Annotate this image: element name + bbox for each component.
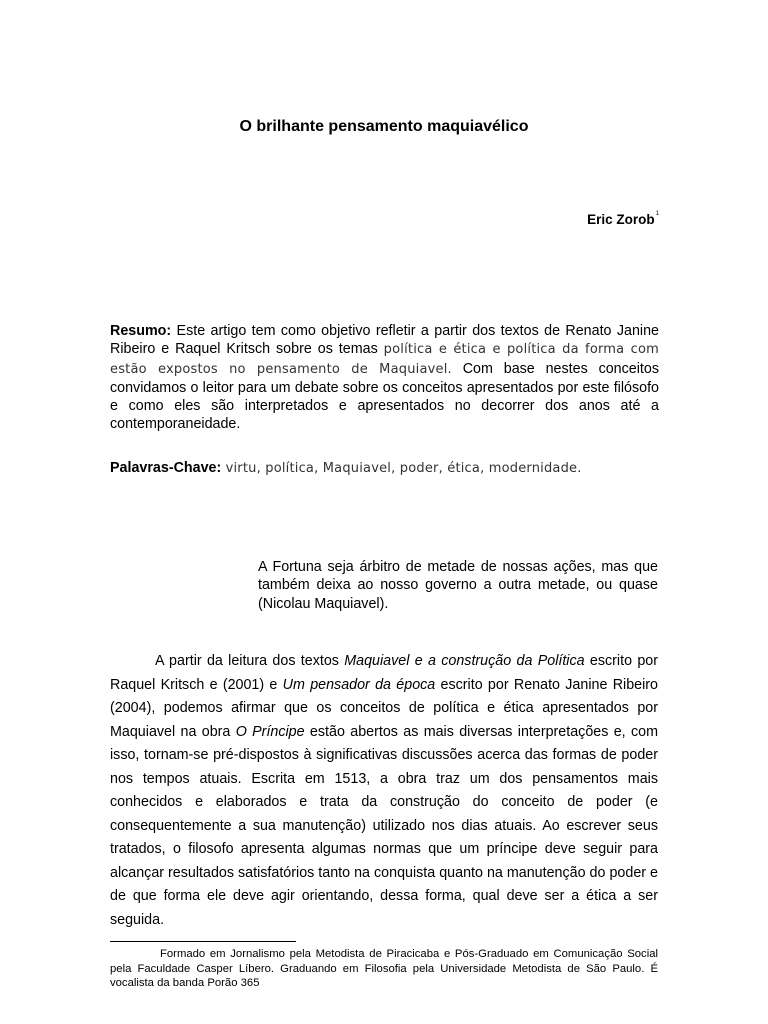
author-name-text: Eric Zorob [587, 212, 655, 227]
abstract-text-alt: política e ética e política da forma com estão expostos no pensamento de Maquiavel. [110, 342, 659, 377]
keywords [110, 459, 670, 478]
keywords-label: Palavras-Chave: [110, 460, 222, 476]
abstract [110, 322, 659, 434]
abstract-label: Resumo: [110, 323, 172, 339]
article-title: O brilhante pensamento maquiavélico [239, 118, 529, 135]
keywords-text: virtu, política, Maquiavel, poder, ética, modernidade. [221, 461, 582, 476]
body-paragraph [110, 650, 658, 932]
body-book-title-1: Maquiavel e a construção da Política [344, 653, 585, 669]
author-footnote-mark: 1 [655, 211, 659, 217]
body-book-title-2: Um pensador da época [282, 676, 436, 693]
body-text-c: escrito por Renato Janine Ribeiro (2004), podemos afirmar que os conceitos de política e ética apresentados por Maquiavel na obra [110, 676, 658, 740]
body-text-d: estão abertos as mais diversas interpretações e, com isso, tornam-se pré-dispostos à significativas discussões acerca das formas de poder nos tempos atuais. Escrita em 1513, a obra traz um dos pensamentos mais conhecidos e elaborados e trata da construção do conceito de poder (e consequentemente a sua manutenção) utilizado nos dias atuais. Ao escrever seus tratados, o filosofo apresenta algumas normas que um príncipe deve seguir para alcançar resultados satisfatórios tanto na conquista quanto na manutenção do poder e de que forma ele deve agir orientando, dessa forma, qual deve ser a ética a ser seguida. [110, 723, 658, 928]
footnote-divider [110, 941, 296, 942]
author-name [587, 212, 659, 227]
abstract-text-1: Este artigo tem como objetivo refletir a partir dos textos de Renato Janine Ribeiro e Raquel Kritsch sobre os temas [110, 323, 659, 358]
footnote: Formado em Jornalismo pela Metodista de Piracicaba e Pós-Graduado em Comunicação Social pela Faculdade Casper Líbero. Graduando em Filosofia pela Universidade Metodista de São Paulo. É vocalista da banda Porão 365 [110, 948, 658, 990]
body-book-title-3: O Príncipe [235, 723, 305, 740]
abstract-text-2: Com base nestes conceitos convidamos o leitor para um debate sobre os conceitos apresentados por este filósofo e como eles são interpretados e apresentados no decorrer dos anos até a contemporaneidade. [110, 360, 659, 433]
body-text-a: A partir da leitura dos textos [155, 653, 345, 669]
epigraph-quote: A Fortuna seja árbitro de metade de nossas ações, mas que também deixa ao nosso governo a outra metade, ou quase (Nicolau Maquiavel). [258, 559, 658, 612]
body-text-b: escrito por Raquel Kritsch e (2001) e [110, 653, 658, 693]
